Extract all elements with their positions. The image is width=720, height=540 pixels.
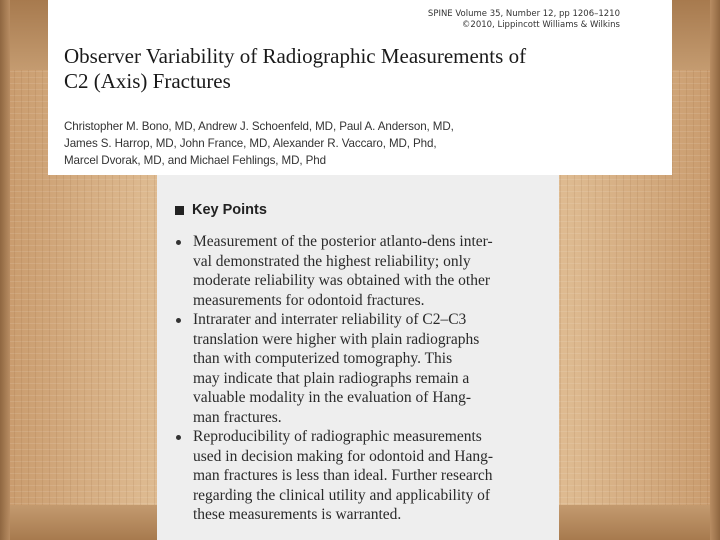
key-point-line: valuable modality in the evaluation of Hang- [193,389,472,406]
key-point-line: measurements for odontoid fractures. [193,291,425,309]
key-point-item [175,427,553,525]
paper-title-line: C2 (Axis) Fractures [64,69,231,93]
author-list [64,118,664,169]
article-header [48,0,672,175]
key-point-line: moderate reliability was obtained with the other [193,272,490,289]
key-point-item [175,232,553,310]
key-points-box [157,175,559,540]
key-point-line: val demonstrated the highest reliability; only [193,252,471,270]
key-points-heading [175,202,267,218]
bullet-icon [176,240,181,245]
slide-frame-left [0,0,10,540]
square-bullet-icon [175,206,184,215]
key-point-line: used in decision making for odontoid and Hang- [193,447,494,465]
bullet-icon [176,435,181,440]
journal-copyright-line: ©2010, Lippincott Williams & Wilkins [461,20,620,30]
paper-title [64,44,654,94]
author-line: Christopher M. Bono, MD, Andrew J. Schoenfeld, MD, Paul A. Anderson, MD, [64,120,454,133]
bullet-icon [176,318,181,323]
key-point-line: man fractures. [193,408,282,426]
author-line: Marcel Dvorak, MD, and Michael Fehlings, MD, Phd [64,154,326,167]
key-points-title: Key Points [192,202,267,218]
key-points-list [175,232,553,525]
journal-citation-line: SPINE Volume 35, Number 12, pp 1206–1210 [427,9,620,19]
key-point-line: Measurement of the posterior atlanto-dens inter- [193,233,493,250]
key-point-line: these measurements is warranted. [193,506,402,523]
paper-title-line: Observer Variability of Radiographic Measurements of [64,44,527,68]
key-point-line: regarding the clinical utility and applicability of [193,486,490,504]
key-point-line: may indicate that plain radiographs remain a [193,369,470,387]
slide-frame-right [710,0,720,540]
key-point-line: than with computerized tomography. This [193,350,453,367]
author-line: James S. Harrop, MD, John France, MD, Alexander R. Vaccaro, MD, Phd, [64,137,437,150]
key-point-line: Intrarater and interrater reliability of C2–C3 [193,311,467,328]
key-point-item [175,310,553,427]
key-point-line: Reproducibility of radiographic measurements [193,428,482,445]
journal-citation [428,9,620,31]
key-point-line: man fractures is less than ideal. Further research [193,467,493,484]
key-point-line: translation were higher with plain radiographs [193,330,480,348]
